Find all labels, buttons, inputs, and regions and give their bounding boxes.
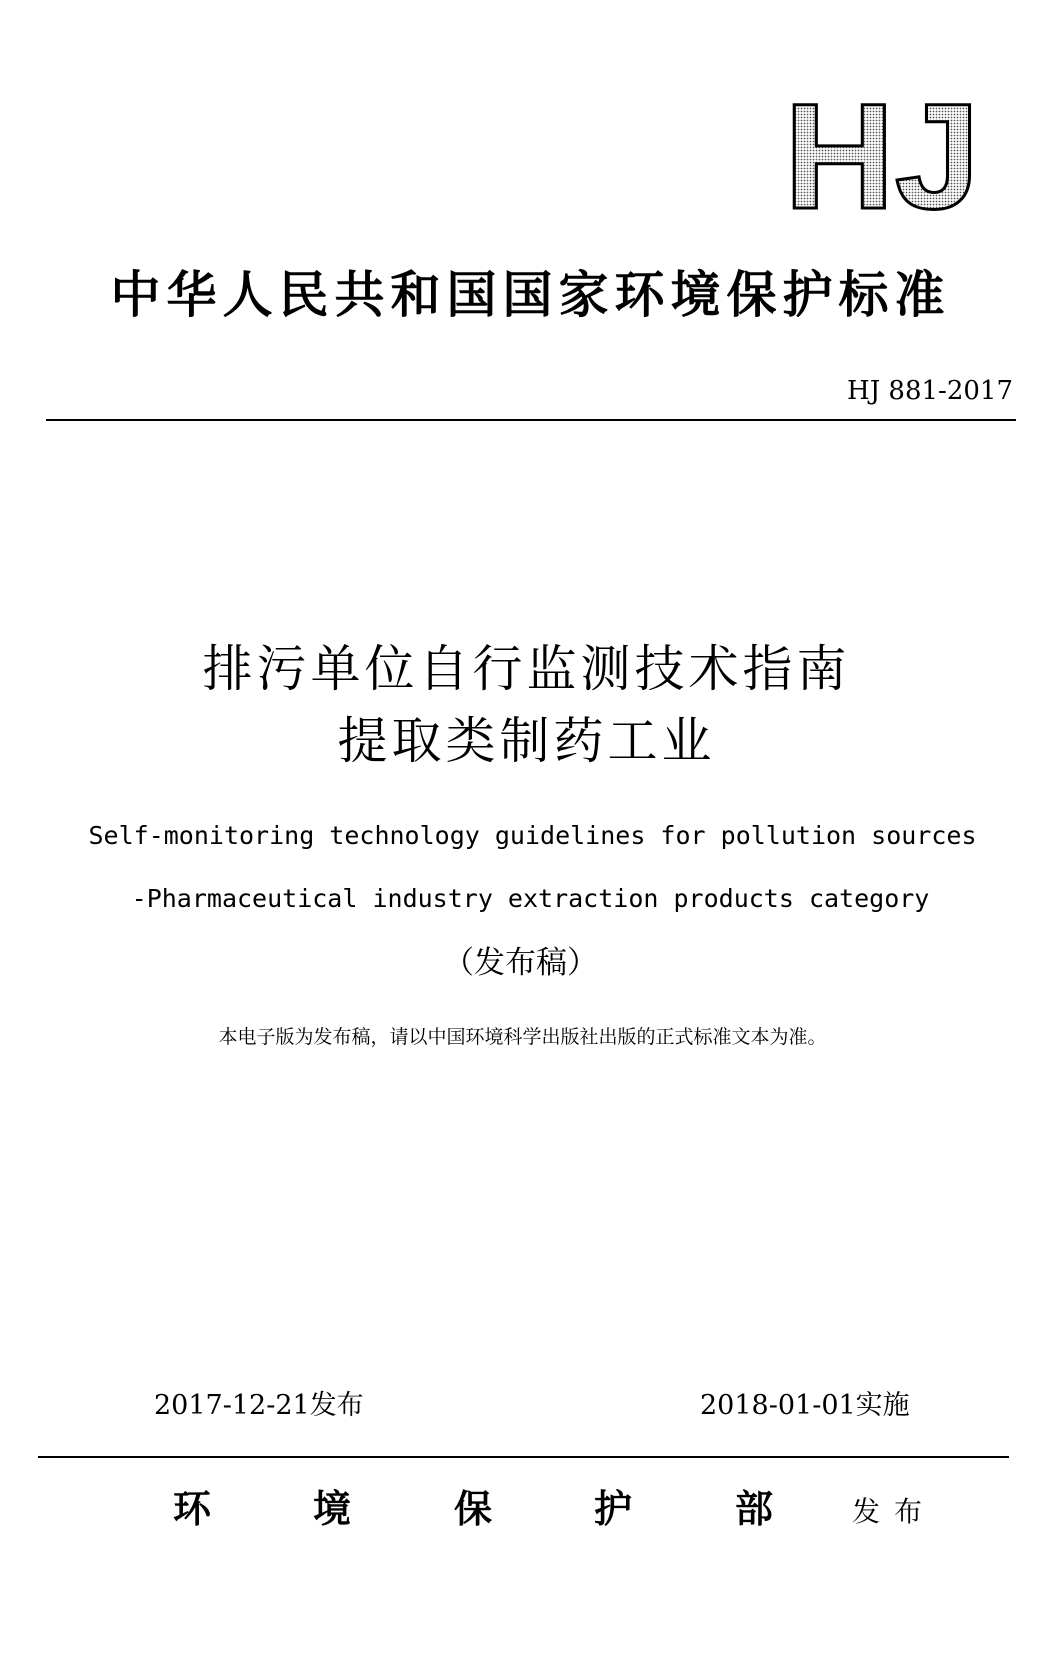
english-title-line-2: -Pharmaceutical industry extraction products category	[131, 884, 930, 913]
header-divider	[46, 419, 1016, 421]
issuer-char: 护	[594, 1487, 633, 1531]
chinese-title-line-1: 排污单位自行监测技术指南	[202, 640, 851, 698]
hj-logo-text: HJ	[784, 98, 980, 214]
footer-divider	[38, 1456, 1009, 1458]
effective-date: 2018-01-01实施	[700, 1390, 910, 1421]
national-standard-title: 中华人民共和国国家环境保护标准	[110, 266, 951, 324]
standard-number: HJ 881-2017	[847, 376, 1013, 406]
issuer-char: 境	[313, 1487, 352, 1531]
issued-label: 发布	[852, 1495, 937, 1528]
issuer-char: 部	[735, 1487, 774, 1531]
issuer-char: 环	[173, 1487, 212, 1531]
draft-label: （发布稿）	[443, 945, 598, 981]
english-title-line-1: Self-monitoring technology guidelines for pollution sources	[88, 821, 977, 850]
hj-logo	[782, 98, 982, 214]
edition-notice: 本电子版为发布稿，请以中国环境科学出版社出版的正式标准文本为准。	[218, 1026, 827, 1048]
issuer-char: 保	[454, 1487, 493, 1531]
issue-date: 2017-12-21发布	[154, 1390, 364, 1421]
chinese-title-line-2: 提取类制药工业	[337, 712, 716, 770]
